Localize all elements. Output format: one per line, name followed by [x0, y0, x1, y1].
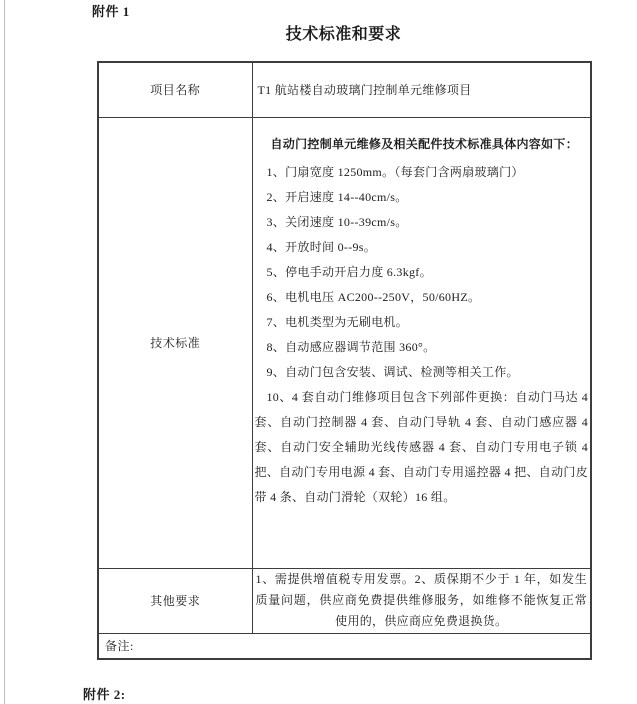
- table-row-tech-standard: [98, 117, 591, 568]
- tech-item-10: 10、4 套自动门维修项目包含下列部件更换：自动门马达 4 套、自动门控制器 4 套、自动门导轨 4 套、自动门感应器 4 套、自动门安全辅助光线传感器 4 套、自动门专用电子锁 4 把、自动门专用电源 4 套、自动门专用遥控器 4 把、自动门皮带 4 条、自动门滑轮（双轮）16 组。: [254, 389, 588, 504]
- tech-item-6: 6、电机电压 AC200--250V，50/60HZ。: [266, 289, 481, 304]
- other-requirements-label: 其他要求: [98, 568, 252, 633]
- tech-standard-content: [252, 117, 591, 568]
- tech-item-8: 8、自动感应器调节范围 360°。: [266, 339, 436, 354]
- project-name-label: 项目名称: [98, 62, 252, 117]
- page-left-edge: [4, 0, 5, 704]
- table-row-other-requirements: [98, 568, 591, 633]
- table-row-project-name: [98, 62, 591, 117]
- tech-item-4: 4、开放时间 0--9s。: [266, 239, 377, 254]
- tech-item-1: 1、门扇宽度 1250mm。（每套门含两扇玻璃门）: [266, 164, 524, 179]
- page-title: 技术标准和要求: [285, 26, 402, 43]
- tech-item-7: 7、电机类型为无刷电机。: [266, 314, 409, 329]
- tech-item-3: 3、关闭速度 10--39cm/s。: [266, 214, 408, 229]
- attachment-1-heading: 附件 1: [92, 4, 130, 19]
- tech-standard-label: 技术标准: [98, 117, 252, 568]
- tech-item-9: 9、自动门包含安装、调试、检测等相关工作。: [266, 364, 519, 379]
- tech-item-5: 5、停电手动开启力度 6.3kgf。: [266, 264, 432, 279]
- project-name-value: T1 航站楼自动玻璃门控制单元维修项目: [252, 62, 591, 117]
- spec-table: [97, 61, 592, 660]
- remark-label: 备注:: [98, 633, 591, 659]
- table-row-remark: [98, 633, 591, 659]
- attachment-2-heading: 附件 2:: [83, 687, 126, 702]
- other-requirements-value: 1、需提供增值税专用发票。2、质保期不少于 1 年，如发生质量问题，供应商免费提供维修服务，如维修不能恢复正常使用的，供应商应免费退换货。: [252, 568, 591, 633]
- tech-standard-header: 自动门控制单元维修及相关配件技术标准具体内容如下：: [270, 136, 579, 151]
- tech-item-2: 2、开启速度 14--40cm/s。: [266, 189, 408, 204]
